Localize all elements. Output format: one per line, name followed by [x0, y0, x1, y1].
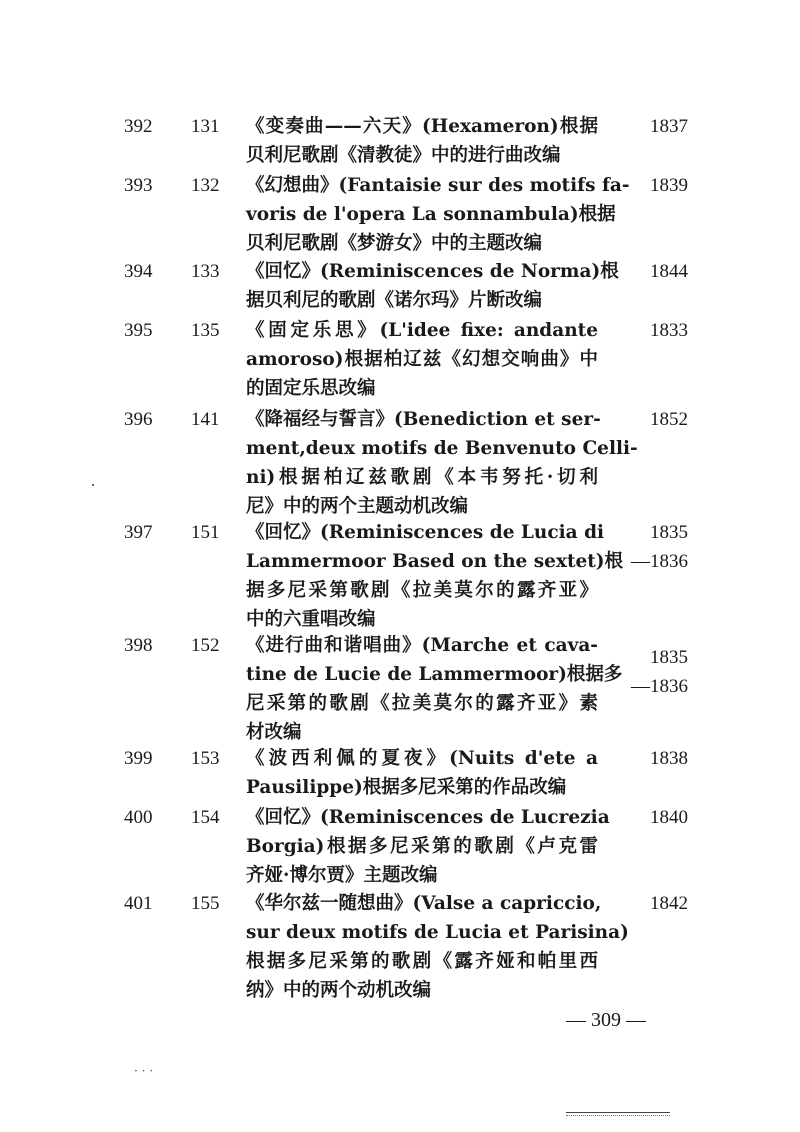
- entry-description: [246, 518, 624, 634]
- opus-number: 133: [191, 261, 220, 282]
- description-line: 齐娅·博尔贾》主题改编: [246, 865, 438, 886]
- entry-year: [598, 744, 688, 773]
- description-line: 纳》中的两个动机改编: [246, 980, 432, 1001]
- description-line: tine de Lucie de Lammermoor)根据多: [246, 664, 623, 685]
- description-line: 《回忆》(Reminiscences de Lucia di: [246, 522, 605, 543]
- entry-year: [598, 518, 688, 576]
- entry-year: [598, 889, 688, 918]
- opus-number: 141: [191, 409, 220, 430]
- description-line: 《华尔兹一随想曲》(Valse a capriccio,: [246, 893, 602, 914]
- description-line: 《变奏曲——六天》(Hexameron)根据: [246, 116, 598, 137]
- year-line: 1839: [650, 175, 688, 196]
- entry-number: 394: [124, 261, 153, 282]
- entry-description: [246, 405, 638, 521]
- description-line: Pausilippe)根据多尼采第的作品改编: [246, 777, 567, 798]
- year-line: 1833: [650, 320, 688, 341]
- year-line: 1842: [650, 893, 688, 914]
- year-line: —1836: [631, 551, 688, 572]
- year-line: —1836: [631, 676, 688, 697]
- entry-number: 398: [124, 635, 153, 656]
- entry-number: 393: [124, 175, 153, 196]
- year-line: 1852: [650, 409, 688, 430]
- entry-description: [246, 257, 619, 315]
- entry-number: 392: [124, 116, 153, 137]
- description-line: 据多尼采第歌剧《拉美莫尔的露齐亚》: [246, 580, 598, 601]
- entry-year: [598, 112, 688, 141]
- entry-number: 400: [124, 807, 153, 828]
- description-line: ni)根据柏辽兹歌剧《本韦努托·切利: [246, 467, 598, 488]
- description-line: Borgia)根据多尼采第的歌剧《卢克雷: [246, 836, 598, 857]
- description-line: ment,deux motifs de Benvenuto Celli-: [246, 438, 638, 459]
- entry-number: 395: [124, 320, 153, 341]
- description-line: 《回忆》(Reminiscences de Lucrezia: [246, 807, 610, 828]
- description-line: 《幻想曲》(Fantaisie sur des motifs fa-: [246, 175, 630, 196]
- description-line: sur deux motifs de Lucia et Parisina): [246, 922, 629, 943]
- entry-description: [246, 744, 598, 802]
- description-line: amoroso)根据柏辽兹《幻想交响曲》中: [246, 349, 598, 370]
- description-line: 《波西利佩的夏夜》(Nuits d'ete a: [246, 748, 598, 769]
- scan-noise: · · ·: [134, 1064, 154, 1078]
- description-line: voris de l'opera La sonnambula)根据: [246, 204, 616, 225]
- page-number: — 309 —: [566, 1009, 646, 1031]
- year-line: 1840: [650, 807, 688, 828]
- opus-number: 135: [191, 320, 220, 341]
- entry-description: [246, 631, 623, 747]
- year-line: 1844: [650, 261, 688, 282]
- year-line: 1838: [650, 748, 688, 769]
- opus-number: 151: [191, 522, 220, 543]
- opus-number: 154: [191, 807, 220, 828]
- opus-number: 153: [191, 748, 220, 769]
- description-line: 《固定乐思》(L'idee fixe: andante: [246, 320, 598, 341]
- description-line: 根据多尼采第的歌剧《露齐娅和帕里西: [246, 951, 598, 972]
- entry-number: 397: [124, 522, 153, 543]
- entry-description: [246, 316, 598, 403]
- entry-number: 401: [124, 893, 153, 914]
- description-line: 尼》中的两个主题动机改编: [246, 496, 469, 517]
- year-line: 1837: [650, 116, 688, 137]
- bottom-rule-dotted: [566, 1115, 670, 1117]
- entry-number: 399: [124, 748, 153, 769]
- description-line: 材改编: [246, 722, 302, 743]
- entry-description: [246, 889, 629, 1005]
- description-line: 中的六重唱改编: [246, 609, 376, 630]
- opus-number: 132: [191, 175, 220, 196]
- entry-year: [598, 643, 688, 701]
- year-line: 1835: [650, 522, 688, 543]
- description-line: 贝利尼歌剧《清教徒》中的进行曲改编: [246, 145, 561, 166]
- entry-number: 396: [124, 409, 153, 430]
- opus-number: 152: [191, 635, 220, 656]
- scan-speck: [92, 484, 94, 486]
- description-line: 的固定乐思改编: [246, 378, 376, 399]
- entry-description: [246, 112, 598, 170]
- entry-year: [598, 803, 688, 832]
- description-line: 《回忆》(Reminiscences de Norma)根: [246, 261, 619, 282]
- entry-description: [246, 803, 610, 890]
- description-line: 《降福经与誓言》(Benediction et ser-: [246, 409, 601, 430]
- description-line: 据贝利尼的歌剧《诺尔玛》片断改编: [246, 290, 543, 311]
- description-line: Lammermoor Based on the sextet)根: [246, 551, 624, 572]
- description-line: 《进行曲和谐唱曲》(Marche et cava-: [246, 635, 598, 656]
- entry-year: [598, 171, 688, 200]
- bottom-rule: [566, 1112, 670, 1113]
- entry-year: [598, 257, 688, 286]
- entry-description: [246, 171, 630, 258]
- entry-year: [598, 405, 688, 434]
- entry-year: [598, 316, 688, 345]
- description-line: 尼采第的歌剧《拉美莫尔的露齐亚》素: [246, 693, 598, 714]
- opus-number: 131: [191, 116, 220, 137]
- description-line: 贝利尼歌剧《梦游女》中的主题改编: [246, 233, 543, 254]
- year-line: 1835: [650, 647, 688, 668]
- opus-number: 155: [191, 893, 220, 914]
